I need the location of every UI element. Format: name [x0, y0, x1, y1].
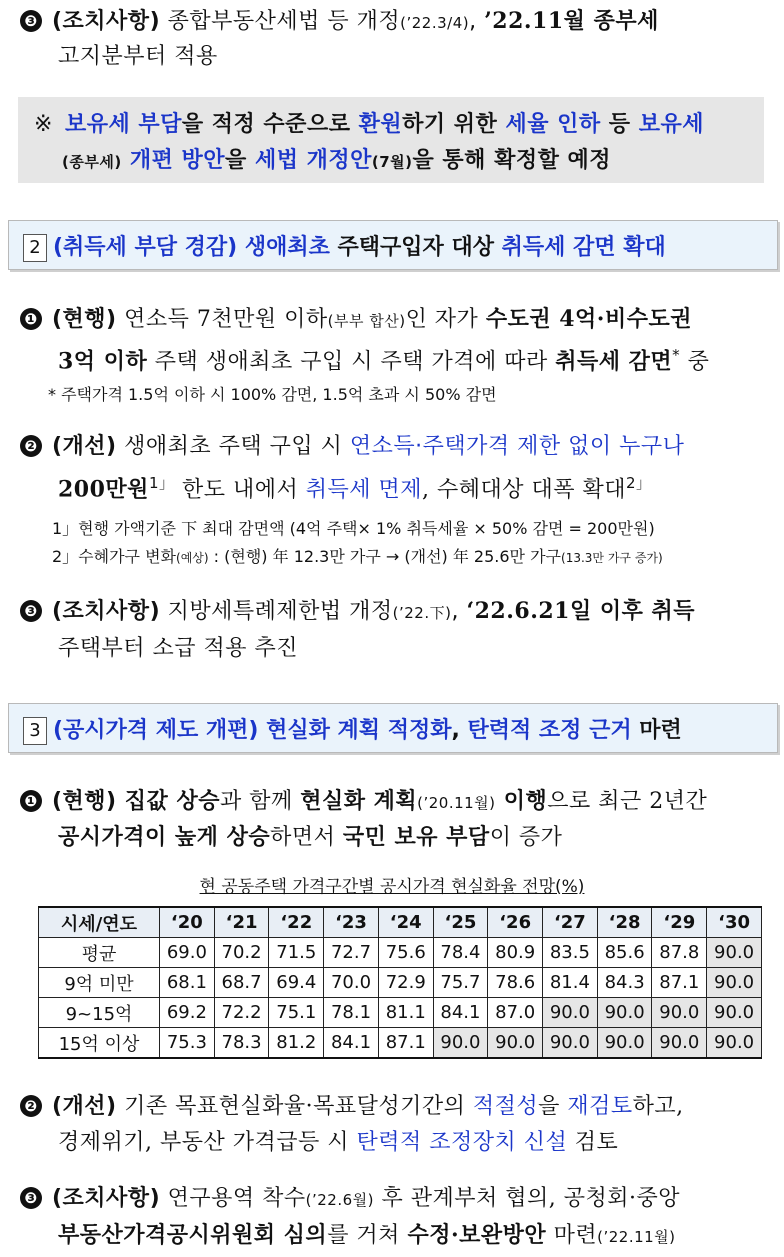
table-cell: 84.1: [433, 998, 488, 1028]
table-cell: 90.0: [597, 1028, 652, 1059]
circled-2-icon: ❷: [20, 1095, 42, 1117]
s2-item2: ❷ (개선) 생애최초 주택 구입 시 연소득·주택가격 제한 없이 누구나: [20, 428, 772, 466]
s2-item3: ❸ (조치사항) 지방세특례제한법 개정(’22.下), ‘22.6.21일 이후 취득: [20, 592, 772, 632]
table-cell: 90.0: [488, 1028, 543, 1059]
table-cell: 81.4: [543, 968, 598, 998]
reference-mark-icon: ※: [34, 112, 53, 137]
row-label: 9~15억: [39, 998, 160, 1028]
section-3-header: 3 (공시가격 제도 개편) 현실화 계획 적정화, 탄력적 조정 근거 마련: [8, 703, 778, 753]
header-year: ‘21: [214, 907, 269, 938]
table-cell: 69.2: [160, 998, 215, 1028]
circled-2-icon: ❷: [20, 435, 42, 457]
table-cell: 70.0: [324, 968, 379, 998]
callout-line2: (종부세) 개편 방안을 세법 개정안(7월)을 통해 확정할 예정: [62, 148, 611, 173]
table-cell: 68.1: [160, 968, 215, 998]
header-year: ‘28: [597, 907, 652, 938]
table-cell: 90.0: [543, 998, 598, 1028]
callout-line1: ※ 보유세 부담을 적정 수준으로 환원하기 위한 세율 인하 등 보유세: [34, 112, 704, 137]
circled-3-icon: ❸: [20, 1187, 42, 1209]
row-label: 평균: [39, 938, 160, 968]
table-cell: 75.1: [269, 998, 324, 1028]
s2-note2: 1」현행 가액기준 下 최대 감면액 (4억 주택× 1% 취득세율 × 50% 감면 = 200만원): [52, 519, 655, 538]
table-row: [39, 968, 762, 998]
table-cell: 87.1: [652, 968, 707, 998]
table-cell: 81.1: [378, 998, 433, 1028]
table-cell: 85.6: [597, 938, 652, 968]
circled-1-icon: ❶: [20, 308, 42, 330]
s3-item2: ❷ (개선) 기존 목표현실화율·목표달성기간의 적절성을 재검토하고,: [20, 1088, 772, 1126]
row-label: 15억 이상: [39, 1028, 160, 1059]
table-row: [39, 1028, 762, 1059]
table-row: [39, 998, 762, 1028]
s2-item1-line2: 3억 이하 주택 생애최초 구입 시 주택 가격에 따라 취득세 감면* 중: [58, 346, 710, 375]
circled-3-icon: ❸: [20, 600, 42, 622]
s3-item2-line2: 경제위기, 부동산 가격급등 시 탄력적 조정장치 신설 검토: [58, 1130, 619, 1155]
header-year: ‘22: [269, 907, 324, 938]
table-cell: 75.6: [378, 938, 433, 968]
table-cell: 84.3: [597, 968, 652, 998]
table-cell: 78.1: [324, 998, 379, 1028]
s2-note1: * 주택가격 1.5억 이하 시 100% 감면, 1.5억 초과 시 50% 감면: [48, 385, 497, 404]
header-year: ‘20: [160, 907, 215, 938]
circled-1-icon: ❶: [20, 790, 42, 812]
table-cell: 72.7: [324, 938, 379, 968]
table-cell: 90.0: [707, 998, 762, 1028]
table-cell: 78.4: [433, 938, 488, 968]
header-label: 시세/연도: [39, 907, 160, 938]
table-cell: 69.0: [160, 938, 215, 968]
header-year: ‘26: [488, 907, 543, 938]
table-cell: 71.5: [269, 938, 324, 968]
header-year: ‘27: [543, 907, 598, 938]
table-cell: 81.2: [269, 1028, 324, 1059]
s2-note3: 2」수혜가구 변화(예상) : (현행) 年 12.3만 가구 → (개선) 年 25.6만 가구(13.3만 가구 증가): [52, 547, 663, 566]
s1-item3-line2: 고지분부터 적용: [58, 44, 218, 69]
table-cell: 90.0: [707, 1028, 762, 1059]
table-cell: 90.0: [652, 998, 707, 1028]
s2-item2-line2: 200만원$^{1」}$ 한도 내에서 취득세 면제, 수혜대상 대폭 확대$^{2」}$: [58, 474, 652, 503]
table-cell: 90.0: [707, 968, 762, 998]
row-label: 9억 미만: [39, 968, 160, 998]
table-header-row: [39, 907, 762, 938]
table-cell: 72.2: [214, 998, 269, 1028]
table-cell: 87.1: [378, 1028, 433, 1059]
s3-item3-line2: 부동산가격공시위원회 심의를 거쳐 수정·보완방안 마련(’22.11월): [58, 1222, 676, 1248]
table-caption: 현 공동주택 가격구간별 공시가격 현실화율 전망(%): [199, 877, 585, 897]
table-cell: 78.3: [214, 1028, 269, 1059]
header-year: ‘25: [433, 907, 488, 938]
table-cell: 87.8: [652, 938, 707, 968]
realization-rate-table: [38, 906, 762, 1059]
section-2-header: 2 (취득세 부담 경감) 생애최초 주택구입자 대상 취득세 감면 확대: [8, 220, 778, 270]
s3-item1-line2: 공시가격이 높게 상승하면서 국민 보유 부담이 증가: [58, 824, 563, 850]
table-cell: 83.5: [543, 938, 598, 968]
table-cell: 68.7: [214, 968, 269, 998]
table-row: [39, 938, 762, 968]
table-cell: 75.7: [433, 968, 488, 998]
table-cell: 90.0: [543, 1028, 598, 1059]
table-cell: 84.1: [324, 1028, 379, 1059]
s2-item3-line2: 주택부터 소급 적용 추진: [58, 636, 299, 661]
table-cell: 87.0: [488, 998, 543, 1028]
table-cell: 70.2: [214, 938, 269, 968]
header-year: ‘23: [324, 907, 379, 938]
s3-item3: ❸ (조치사항) 연구용역 착수(’22.6월) 후 관계부처 협의, 공청회·중앙: [20, 1180, 772, 1219]
header-year: ‘30: [707, 907, 762, 938]
table-cell: 90.0: [652, 1028, 707, 1059]
s1-item3: ❸ (조치사항) 종합부동산세법 등 개정(’22.3/4), ’22.11월 종부세: [20, 2, 770, 42]
table-cell: 90.0: [433, 1028, 488, 1059]
table-cell: 75.3: [160, 1028, 215, 1059]
section-number: 3: [23, 717, 47, 745]
header-year: ‘29: [652, 907, 707, 938]
table-cell: 90.0: [707, 938, 762, 968]
circled-3-icon: ❸: [20, 10, 42, 32]
table-cell: 78.6: [488, 968, 543, 998]
header-year: ‘24: [378, 907, 433, 938]
s3-item1: ❶ (현행) 집값 상승과 함께 현실화 계획(’20.11월) 이행으로 최근 2년간: [20, 782, 772, 822]
s2-item1: ❶ (현행) 연소득 7천만원 이하(부부 합산)인 자가 수도권 4억·비수도권: [20, 300, 772, 340]
section-number: 2: [23, 234, 47, 262]
table-cell: 69.4: [269, 968, 324, 998]
table-cell: 80.9: [488, 938, 543, 968]
table-cell: 72.9: [378, 968, 433, 998]
table-cell: 90.0: [597, 998, 652, 1028]
